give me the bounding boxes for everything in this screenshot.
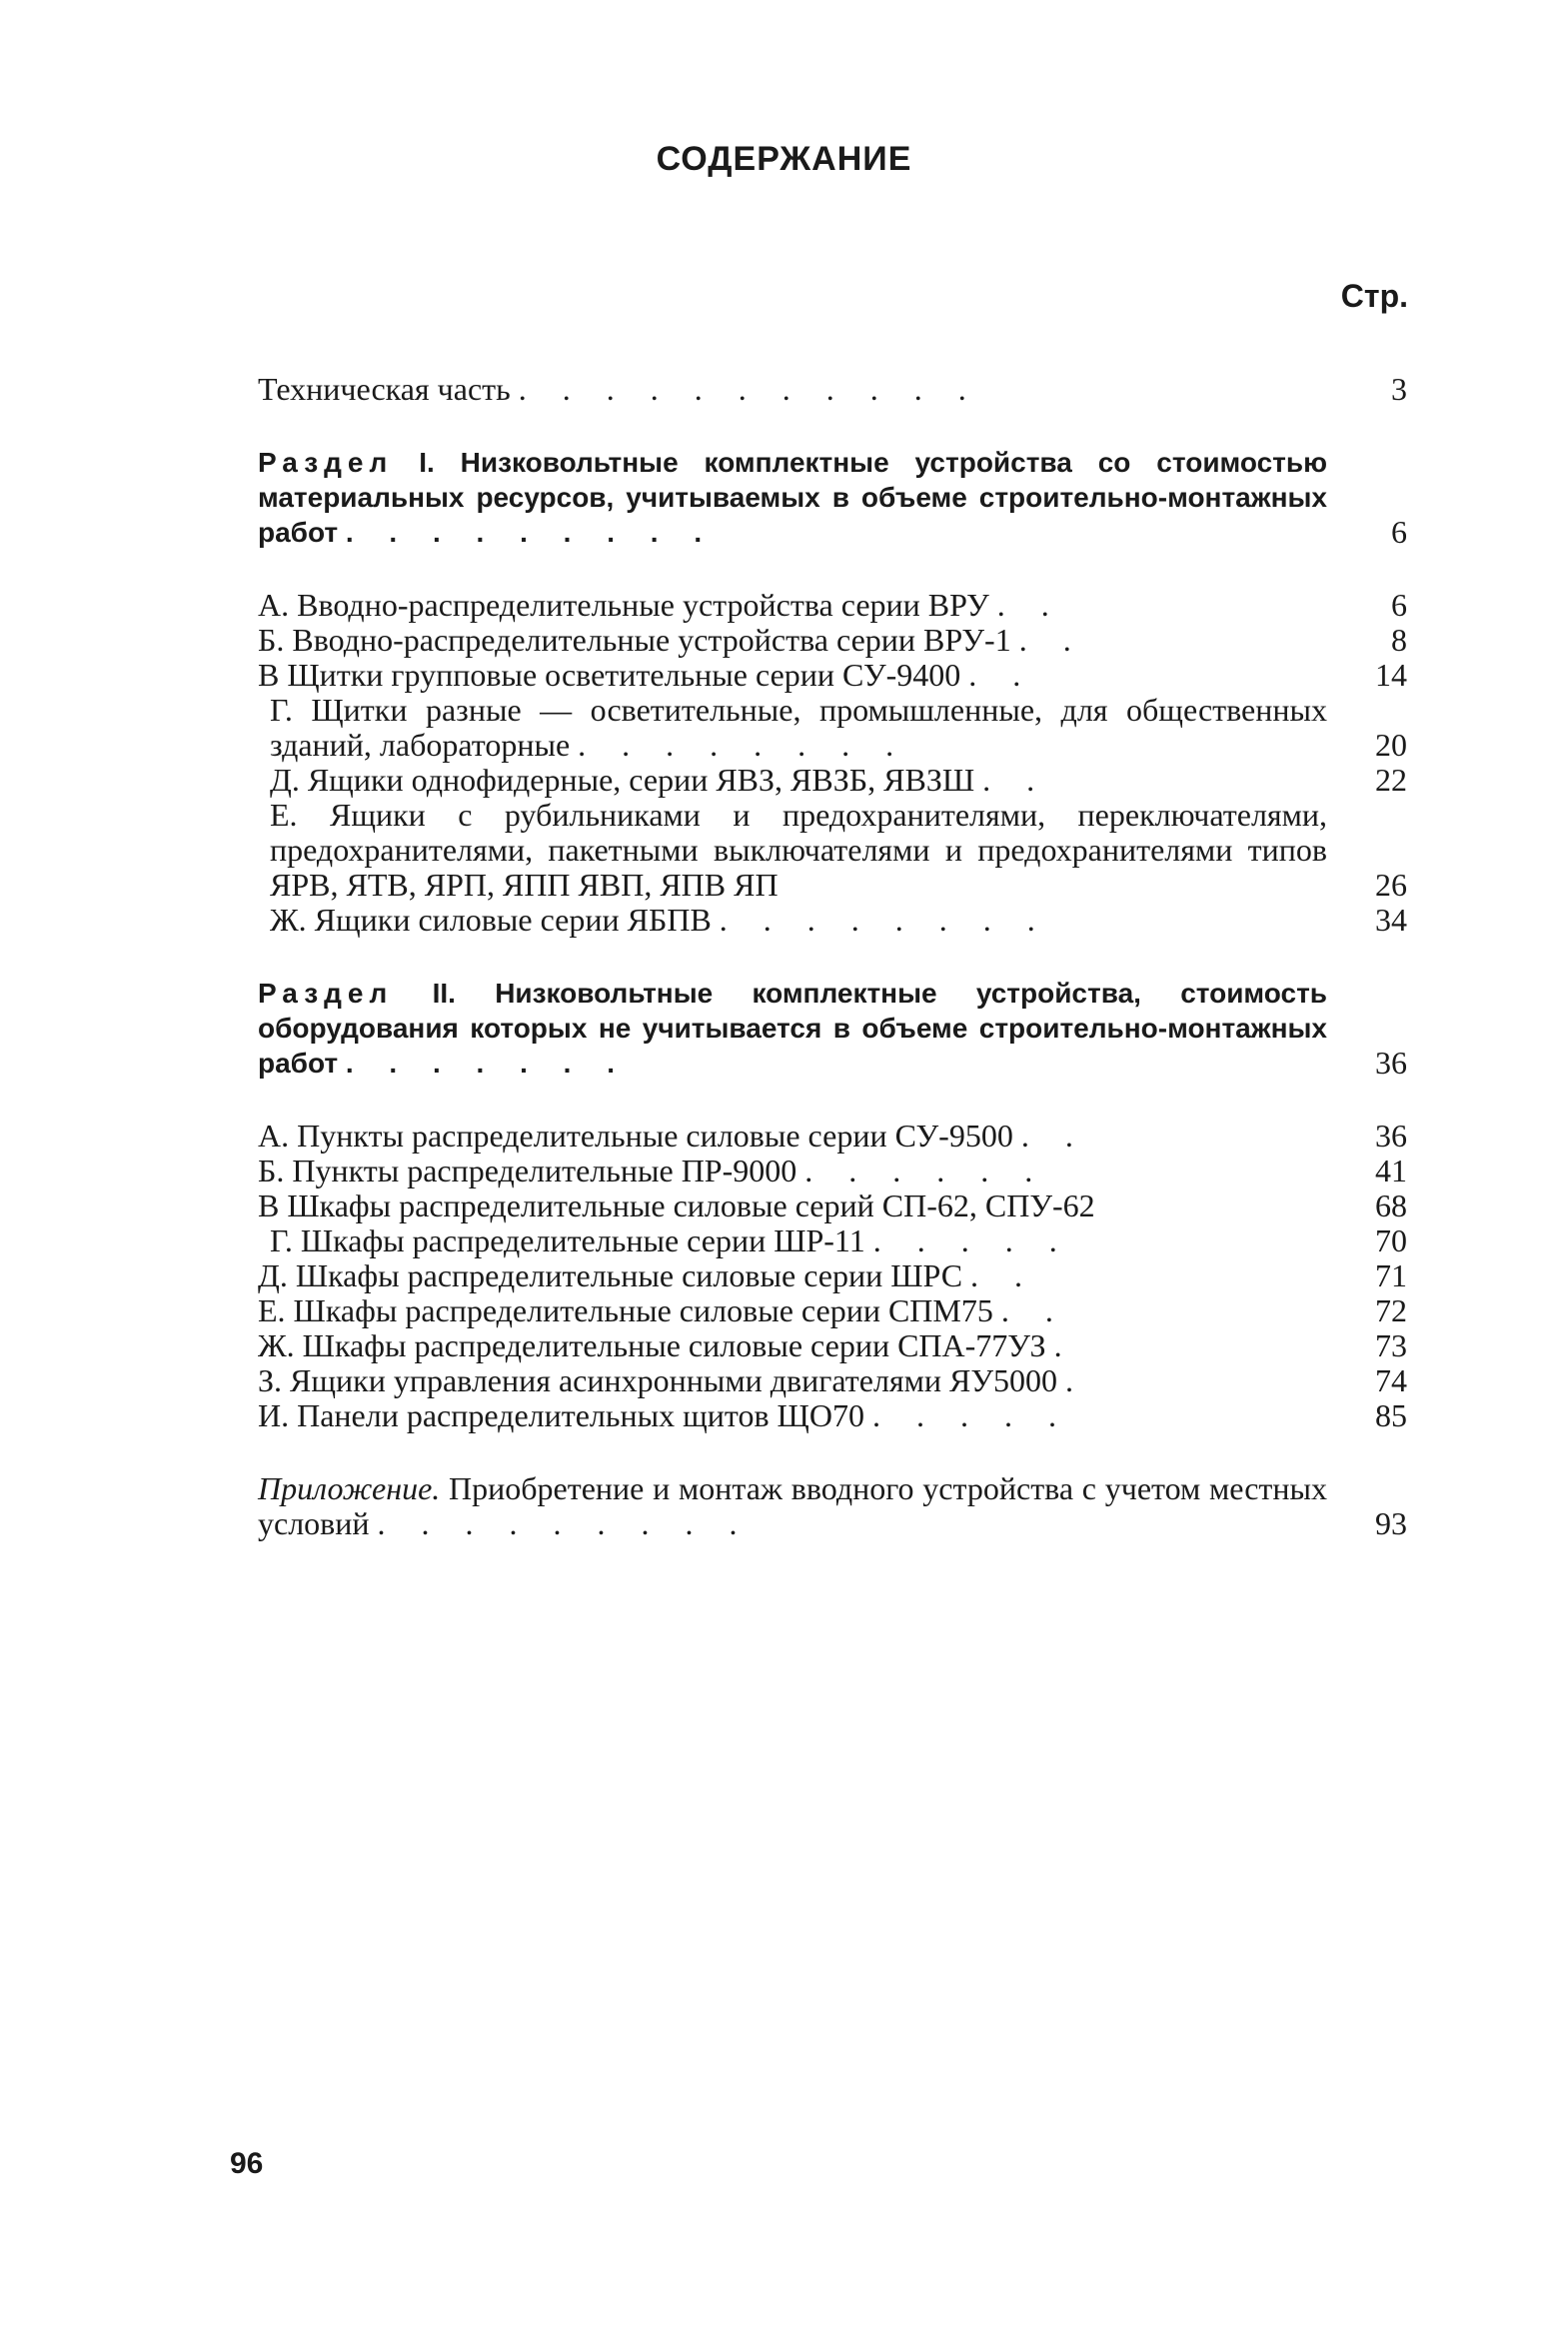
toc-entry[interactable]: А. Пункты распределительные силовые серии СУ-9500 . . 36	[258, 1118, 1407, 1154]
toc-entry-text: З. Ящики управления асинхронными двигателями ЯУ5000	[258, 1362, 1058, 1398]
toc-entry-text: Ж. Шкафы распределительные силовые серии СПА-77УЗ	[258, 1327, 1046, 1363]
toc-entry-text: Техническая часть	[258, 371, 511, 407]
toc-entry-text: Г. Шкафы распределительные серии ШР-11	[270, 1222, 865, 1258]
toc-entry-page: 85	[1375, 1397, 1407, 1433]
section-title: Низковольтные комплектные устройства, стоимость оборудования которых не учитывается в объеме строительно-монтажных работ	[258, 978, 1328, 1079]
section-label: Раздел	[258, 447, 394, 478]
toc-entry-page: 8	[1391, 622, 1407, 658]
toc-entry-page: 74	[1375, 1362, 1407, 1398]
toc-entry[interactable]	[258, 1188, 1407, 1223]
toc-entry[interactable]	[258, 798, 1407, 903]
toc-entry-text: А. Пункты распределительные силовые серии СУ-9500	[258, 1118, 1013, 1154]
toc-entry-page: 36	[1375, 1118, 1407, 1154]
appendix-label: Приложение.	[258, 1470, 441, 1506]
toc-entry[interactable]: Ж. Ящики силовые серии ЯБПВ . . . . . . . . 34	[270, 902, 1407, 938]
toc-entry-page: 36	[1375, 1045, 1407, 1081]
section-label: Раздел	[258, 978, 394, 1009]
toc-entry-page: 3	[1391, 371, 1407, 407]
toc-entry[interactable]: Б. Пункты распределительные ПР-9000 . . . . . . 41	[258, 1153, 1407, 1188]
toc-entry-text: Б. Пункты распределительные ПР-9000	[258, 1153, 797, 1188]
toc-entry-page: 6	[1391, 587, 1407, 623]
toc-entry-page: 73	[1375, 1327, 1407, 1363]
toc-entry[interactable]: Д. Ящики однофидерные, серии ЯВЗ, ЯВЗБ, ЯВЗШ . . 22	[270, 762, 1407, 798]
toc-section-2[interactable]: Раздел II. Низковольтные комплектные устройства, стоимость оборудования которых не учитывается в объеме строительно-монтажных работ . . . . . . . 36	[258, 978, 1407, 1081]
toc-entry[interactable]: З. Ящики управления асинхронными двигателями ЯУ5000 . 74	[258, 1362, 1407, 1398]
toc-entry-text: Е. Ящики с рубильниками и предохранителями, переключателями, предохранителями, пакетными выключателями и предохранителями типов ЯРВ, ЯТВ, ЯРП, ЯПП ЯВП, ЯПВ ЯП	[270, 797, 1327, 903]
toc-entry[interactable]: Е. Шкафы распределительные силовые серии СПМ75 . . 72	[258, 1292, 1407, 1328]
toc-entry[interactable]: И. Панели распределительных щитов ЩО70 . . . . . 85	[258, 1397, 1407, 1433]
toc-section-1[interactable]: Раздел I. Низковольтные комплектные устройства со стоимостью материальных ресурсов, учитываемых в объеме строительно-монтажных работ . . . . . . . . . 6	[258, 447, 1407, 550]
toc-entry-page: 34	[1375, 902, 1407, 938]
toc-entry[interactable]: Б. Вводно-распределительные устройства серии ВРУ-1 . . 8	[258, 622, 1407, 658]
toc-entry-page: 20	[1375, 727, 1407, 763]
toc-entry-text: Б. Вводно-распределительные устройства серии ВРУ-1	[258, 622, 1011, 658]
toc-entry-page: 71	[1375, 1257, 1407, 1293]
page-column-header: Стр.	[1340, 278, 1408, 314]
page-number: 96	[230, 2147, 264, 2180]
toc-entry-page: 72	[1375, 1292, 1407, 1328]
toc-entry-text: И. Панели распределительных щитов ЩО70	[258, 1397, 864, 1433]
toc-entry-page: 22	[1375, 762, 1407, 798]
toc-entry[interactable]: А. Вводно-распределительные устройства серии ВРУ . . 6	[258, 587, 1407, 623]
toc-entry-text: Г. Щитки разные — осветительные, промышленные, для общественных зданий, лабораторные	[270, 692, 1327, 763]
toc-entry-page: 70	[1375, 1222, 1407, 1258]
section-number: I.	[419, 447, 435, 478]
toc-entry-text: А. Вводно-распределительные устройства серии ВРУ	[258, 587, 989, 623]
toc-entry-text: Ж. Ящики силовые серии ЯБПВ	[270, 902, 712, 938]
toc-entry-text: Д. Ящики однофидерные, серии ЯВЗ, ЯВЗБ, ЯВЗШ	[270, 762, 975, 798]
toc-entry[interactable]: Г. Щитки разные — осветительные, промышленные, для общественных зданий, лабораторные . . . . . . . . 20	[270, 692, 1407, 763]
section-title: Низковольтные комплектные устройства со стоимостью материальных ресурсов, учитываемых в объеме строительно-монтажных работ	[258, 447, 1328, 548]
toc-entry-page: 93	[1375, 1505, 1407, 1541]
toc-entry-page: 41	[1375, 1153, 1407, 1188]
toc-entry-page: 6	[1391, 514, 1407, 550]
toc-entry-page: 26	[1375, 867, 1407, 903]
toc-entry-page: 14	[1375, 657, 1407, 693]
toc-entry-text: В Шкафы распределительные силовые серий СП-62, СПУ-62	[258, 1187, 1095, 1223]
toc-entry[interactable]: Ж. Шкафы распределительные силовые серии СПА-77УЗ . 73	[258, 1327, 1407, 1363]
toc-entry-text: Д. Шкафы распределительные силовые серии ШРС	[258, 1257, 963, 1293]
toc-entry[interactable]: Г. Шкафы распределительные серии ШР-11 . . . . . 70	[270, 1222, 1407, 1258]
toc-entry-technical-part[interactable]: Техническая часть . . . . . . . . . . . 3	[258, 371, 1407, 407]
toc-appendix[interactable]: Приложение. Приобретение и монтаж вводного устройства с учетом местных условий . . . . . . . . . 93	[258, 1470, 1407, 1541]
table-of-contents	[258, 372, 1407, 1541]
section-number: II.	[432, 978, 456, 1009]
toc-entry-page: 68	[1375, 1187, 1407, 1223]
toc-entry-text: Е. Шкафы распределительные силовые серии СПМ75	[258, 1292, 993, 1328]
toc-entry-text: Приобретение и монтаж вводного устройства с учетом местных условий	[258, 1470, 1328, 1541]
page-title: СОДЕРЖАНИЕ	[656, 140, 912, 178]
toc-entry[interactable]: В Щитки групповые осветительные серии СУ-9400 . . 14	[258, 657, 1407, 693]
toc-entry[interactable]: Д. Шкафы распределительные силовые серии ШРС . . 71	[258, 1257, 1407, 1293]
toc-entry-text: В Щитки групповые осветительные серии СУ-9400	[258, 657, 961, 693]
